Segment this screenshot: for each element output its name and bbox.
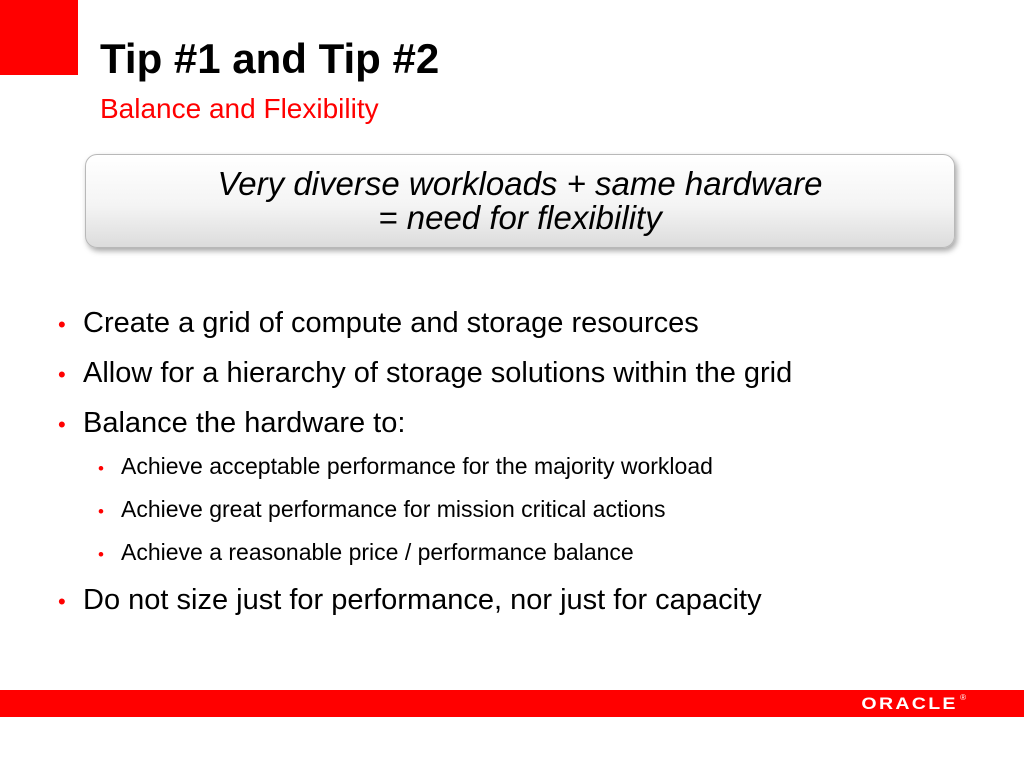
sub-bullet-item <box>98 495 988 526</box>
callout-line-2: = need for flexibility <box>378 199 662 236</box>
callout-line-1: Very diverse workloads + same hardware <box>217 165 823 202</box>
sub-bullet-item <box>98 538 988 569</box>
footer-bar <box>0 690 1024 717</box>
bullet-item <box>58 583 988 619</box>
bullet-text: Balance the hardware to: <box>83 407 406 439</box>
bullet-list <box>58 306 988 633</box>
bullet-icon: • <box>58 412 66 437</box>
bullet-item <box>58 406 988 442</box>
bullet-text: Do not size just for performance, nor just for capacity <box>83 584 762 616</box>
registered-mark: ® <box>960 693 966 702</box>
sub-bullet-text: Achieve a reasonable price / performance balance <box>121 539 634 565</box>
bullet-item <box>58 356 988 392</box>
slide-subtitle: Balance and Flexibility <box>100 93 379 124</box>
bullet-icon: • <box>98 502 104 521</box>
bullet-icon: • <box>58 589 66 614</box>
sub-bullet-text: Achieve great performance for mission critical actions <box>121 496 666 522</box>
sub-bullet-item <box>98 452 988 483</box>
bullet-icon: • <box>98 545 104 564</box>
bullet-icon: • <box>58 312 66 337</box>
bullet-item <box>58 306 988 342</box>
sub-bullet-text: Achieve acceptable performance for the majority workload <box>121 453 713 479</box>
oracle-logo: ORACLE <box>861 694 958 713</box>
bullet-icon: • <box>98 459 104 478</box>
bullet-text: Allow for a hierarchy of storage solutions within the grid <box>83 357 793 389</box>
bullet-icon: • <box>58 362 66 387</box>
slide-title: Tip #1 and Tip #2 <box>100 35 440 82</box>
bullet-text: Create a grid of compute and storage resources <box>83 307 699 339</box>
corner-accent-square <box>0 0 78 75</box>
callout-box <box>85 154 955 248</box>
